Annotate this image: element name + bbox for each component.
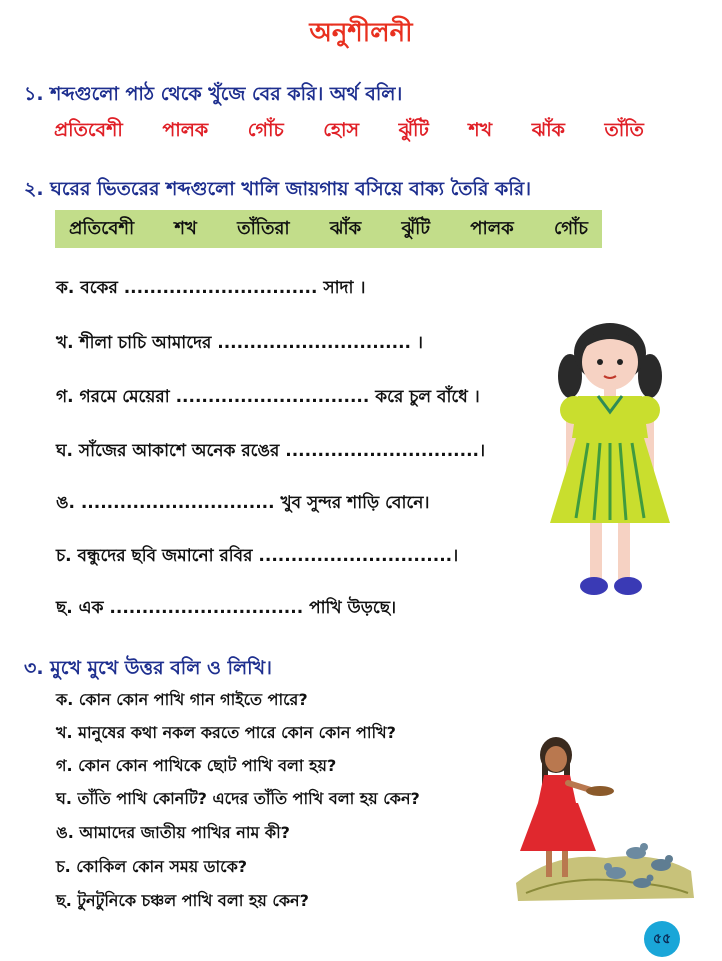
word-item: প্রতিবেশী bbox=[54, 119, 123, 141]
fill-sentence: ক. বকের .............................. সাদা । bbox=[56, 278, 366, 298]
word-item: ঝাঁক bbox=[531, 119, 565, 141]
page-number: ৫৫ bbox=[652, 931, 672, 947]
word-item: শখ bbox=[468, 119, 493, 141]
page-number-badge bbox=[644, 921, 680, 957]
question-item: ঙ. আমাদের জাতীয় পাখির নাম কী? bbox=[56, 823, 290, 842]
word-item: ঝুঁটি bbox=[398, 119, 429, 141]
page-title: অনুশীলনী bbox=[309, 18, 413, 48]
section3-heading: ৩. মুখে মুখে উত্তর বলি ও লিখি। bbox=[24, 657, 272, 679]
question-item: ঘ. তাঁতি পাখি কোনটি? এদের তাঁতি পাখি বলা হয় কেন? bbox=[56, 789, 420, 808]
section1-heading: ১. শব্দগুলো পাঠ থেকে খুঁজে বের করি। অর্থ বলি। bbox=[24, 83, 403, 105]
section2-heading: ২. ঘরের ভিতরের শব্দগুলো খালি জায়গায় বসিয়ে বাক্য তৈরি করি। bbox=[24, 178, 532, 200]
girl-illustration bbox=[548, 318, 678, 603]
word-bank-item: প্রতিবেশী bbox=[69, 217, 135, 239]
fill-sentence: ছ. এক .............................. পাখি উড়ছে। bbox=[56, 598, 397, 618]
fill-sentence: চ. বন্ধুদের ছবি জমানো রবির ..............................। bbox=[56, 546, 459, 566]
word-bank-item: তাঁতিরা bbox=[237, 217, 290, 239]
fill-sentence: গ. গরমে মেয়েরা .............................. করে চুল বাঁধে । bbox=[56, 387, 480, 407]
word-item: তাঁতি bbox=[604, 119, 644, 141]
word-item: হোস bbox=[323, 119, 360, 141]
word-bank-item: ঝাঁক bbox=[329, 217, 362, 239]
girl-feeding-birds-illustration bbox=[516, 733, 696, 903]
question-item: গ. কোন কোন পাখিকে ছোট পাখি বলা হয়? bbox=[56, 756, 337, 775]
fill-sentence: ঘ. সাঁজের আকাশে অনেক রঙের ..............................। bbox=[56, 441, 486, 461]
word-bank-item: গোঁচ bbox=[553, 217, 588, 239]
question-item: খ. মানুষের কথা নকল করতে পারে কোন কোন পাখি? bbox=[56, 723, 396, 742]
question-item: ছ. টুনটুনিকে চঞ্চল পাখি বলা হয় কেন? bbox=[56, 891, 309, 910]
word-bank-item: শখ bbox=[174, 217, 197, 239]
word-bank bbox=[55, 210, 602, 248]
word-bank-item: ঝুঁটি bbox=[401, 217, 431, 239]
word-item: গোঁচ bbox=[247, 119, 284, 141]
word-item: পালক bbox=[162, 119, 209, 141]
word-list bbox=[54, 116, 644, 148]
question-item: ক. কোন কোন পাখি গান গাইতে পারে? bbox=[56, 690, 308, 709]
word-bank-item: পালক bbox=[470, 217, 514, 239]
fill-sentence: খ. শীলা চাচি আমাদের .............................. । bbox=[56, 333, 424, 353]
fill-sentence: ঙ. .............................. খুব সুন্দর শাড়ি বোনে। bbox=[56, 493, 430, 513]
question-item: চ. কোকিল কোন সময় ডাকে? bbox=[56, 857, 248, 876]
